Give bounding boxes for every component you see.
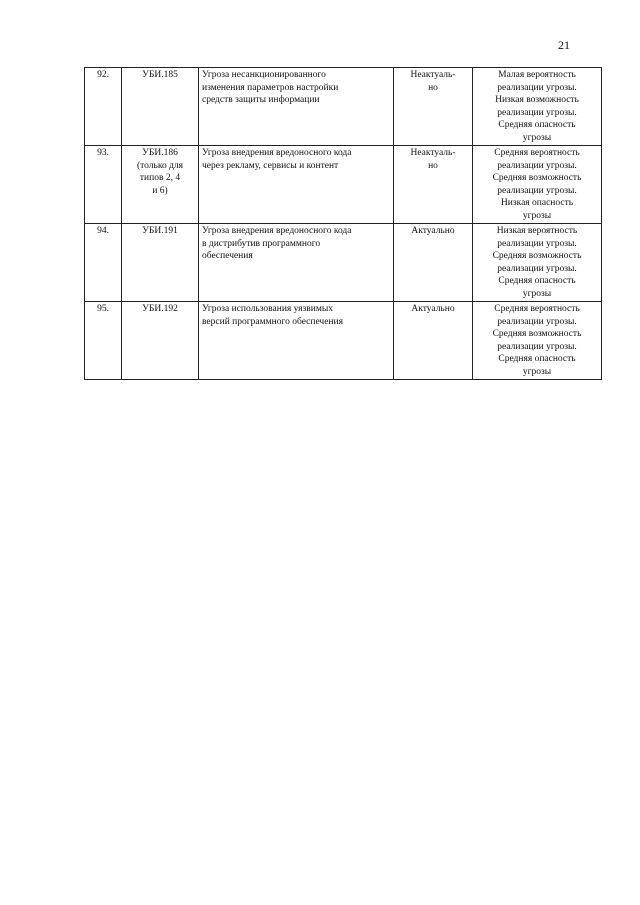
risk-assessment-line: Низкая вероятность	[496, 226, 578, 236]
threat-description-cell	[199, 68, 394, 146]
threat-id-line: УБИ.191	[142, 226, 178, 236]
table-row	[85, 224, 602, 302]
risk-assessment-line: угрозы	[522, 210, 552, 221]
threat-description-line: версий программного обеспечения	[202, 316, 343, 327]
risk-assessment-line: Средняя вероятность	[494, 148, 580, 158]
risk-assessment-line: Средняя опасность	[498, 354, 576, 364]
threat-description-line: в дистрибутив программного	[202, 238, 321, 249]
relevance-status-cell	[394, 68, 473, 146]
row-number-cell: 93.	[85, 146, 122, 224]
risk-assessment-line: реализации угрозы.	[497, 316, 577, 327]
risk-assessment-cell	[473, 146, 602, 224]
row-number-cell: 95.	[85, 302, 122, 380]
threat-description-line: Угроза внедрения вредоносного кода	[202, 226, 352, 236]
table-row	[85, 68, 602, 146]
risk-assessment-cell	[473, 302, 602, 380]
threat-description-line: Угроза использования уязвимых	[202, 304, 334, 314]
threat-id-cell	[122, 146, 199, 224]
relevance-status-line: Актуально	[411, 226, 455, 236]
risk-assessment-line: угрозы	[522, 132, 552, 143]
risk-assessment-line: Низкая возможность	[495, 95, 579, 105]
threat-id-line: (только для	[136, 160, 184, 171]
risk-assessment-line: реализации угрозы.	[497, 238, 577, 249]
row-number-cell: 92.	[85, 68, 122, 146]
relevance-status-line: но	[428, 82, 438, 93]
relevance-status-line: Актуально	[411, 304, 455, 314]
risk-assessment-line: реализации угрозы.	[497, 185, 577, 196]
threat-id-line: УБИ.186	[142, 148, 178, 158]
threat-id-cell	[122, 302, 199, 380]
threat-description-line: Угроза несанкционированного	[202, 70, 326, 80]
row-number-cell: 94.	[85, 224, 122, 302]
threat-id-line: УБИ.185	[142, 70, 178, 80]
risk-assessment-cell	[473, 68, 602, 146]
relevance-status-line: Неактуаль-	[410, 148, 456, 158]
risk-assessment-line: Низкая опасность	[500, 198, 574, 208]
table-row	[85, 302, 602, 380]
threat-id-line: УБИ.192	[142, 304, 178, 314]
risk-assessment-line: реализации угрозы.	[497, 160, 577, 171]
risk-assessment-line: реализации угрозы.	[497, 107, 577, 118]
risk-assessment-line: реализации угрозы.	[497, 341, 577, 352]
threat-description-line: обеспечения	[202, 251, 253, 261]
risk-assessment-cell	[473, 224, 602, 302]
relevance-status-cell	[394, 224, 473, 302]
risk-assessment-line: Средняя опасность	[498, 276, 576, 286]
risk-assessment-line: Малая вероятность	[498, 70, 576, 80]
risk-assessment-line: Средняя возможность	[492, 329, 582, 339]
relevance-status-cell	[394, 302, 473, 380]
threat-table	[84, 67, 602, 380]
threat-description-cell	[199, 146, 394, 224]
risk-assessment-line: угрозы	[522, 288, 552, 299]
threat-id-cell	[122, 68, 199, 146]
threat-description-cell	[199, 302, 394, 380]
page-number: 21	[558, 38, 570, 52]
table-row	[85, 146, 602, 224]
risk-assessment-line: Средняя опасность	[498, 120, 576, 130]
threat-id-line: типов 2, 4	[139, 173, 181, 183]
risk-assessment-line: Средняя возможность	[492, 173, 582, 183]
threat-description-line: Угроза внедрения вредоносного кода	[202, 148, 352, 158]
risk-assessment-line: Средняя возможность	[492, 251, 582, 261]
risk-assessment-line: Средняя вероятность	[494, 304, 580, 314]
threat-id-line: и 6)	[152, 185, 168, 196]
threat-description-line: через рекламу, сервисы и контент	[202, 160, 339, 171]
threat-description-cell	[199, 224, 394, 302]
risk-assessment-line: угрозы	[522, 366, 552, 377]
relevance-status-line: но	[428, 160, 438, 171]
relevance-status-cell	[394, 146, 473, 224]
threat-description-line: средств защиты информации	[202, 95, 320, 105]
risk-assessment-line: реализации угрозы.	[497, 82, 577, 93]
risk-assessment-line: реализации угрозы.	[497, 263, 577, 274]
threat-description-line: изменения параметров настройки	[202, 82, 339, 93]
relevance-status-line: Неактуаль-	[410, 70, 456, 80]
threat-id-cell	[122, 224, 199, 302]
